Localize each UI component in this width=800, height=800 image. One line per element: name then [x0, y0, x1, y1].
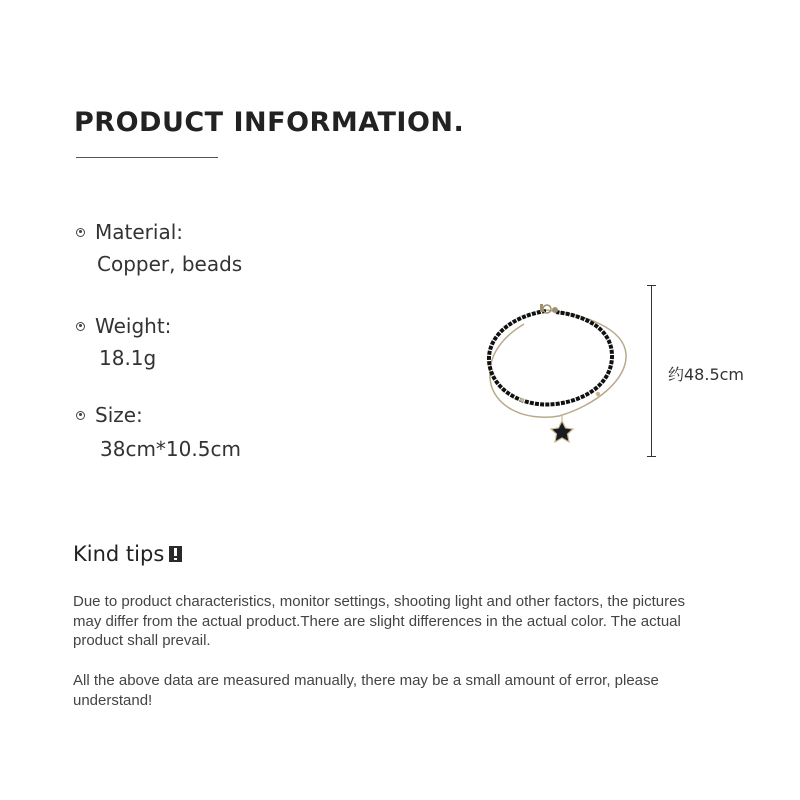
tips-paragraph-1: Due to product characteristics, monitor settings, shooting light and other factors, the pictures may differ from the actual product.There are slight differences in the actual color. The actual product shall prevail.	[73, 593, 685, 649]
tips-paragraph-2: All the above data are measured manually, there may be a small amount of error, please understand!	[73, 672, 659, 709]
spec-size	[76, 402, 241, 462]
title-underline	[76, 157, 218, 158]
page-title: PRODUCT INFORMATION.	[74, 107, 465, 138]
spec-weight-label: Weight:	[95, 314, 172, 338]
dimension-line	[651, 285, 652, 457]
dimension-cap-top	[647, 285, 656, 286]
spec-size-value: 38cm*10.5cm	[100, 437, 241, 461]
circle-dot-icon	[76, 322, 85, 331]
necklace-bead-strand	[489, 311, 612, 405]
necklace-spacer-bead	[596, 392, 600, 396]
star-pendant	[551, 421, 573, 442]
kind-tips-heading	[73, 542, 182, 566]
necklace-spacer-bead	[520, 398, 524, 402]
spec-size-label: Size:	[95, 403, 143, 427]
dimension-cap-bottom	[647, 456, 656, 457]
circle-dot-icon	[76, 228, 85, 237]
dimension-label: 约48.5cm	[668, 365, 745, 384]
necklace-image	[484, 296, 634, 446]
spec-material-value: Copper, beads	[97, 252, 243, 276]
kind-tips-title: Kind tips	[73, 542, 165, 566]
spec-weight-value: 18.1g	[99, 346, 157, 370]
spec-weight	[76, 313, 171, 371]
spec-material-label: Material:	[95, 220, 183, 244]
spec-material	[76, 219, 242, 277]
circle-dot-icon	[76, 411, 85, 420]
necklace-clasp	[540, 304, 558, 313]
exclamation-icon	[169, 546, 182, 562]
